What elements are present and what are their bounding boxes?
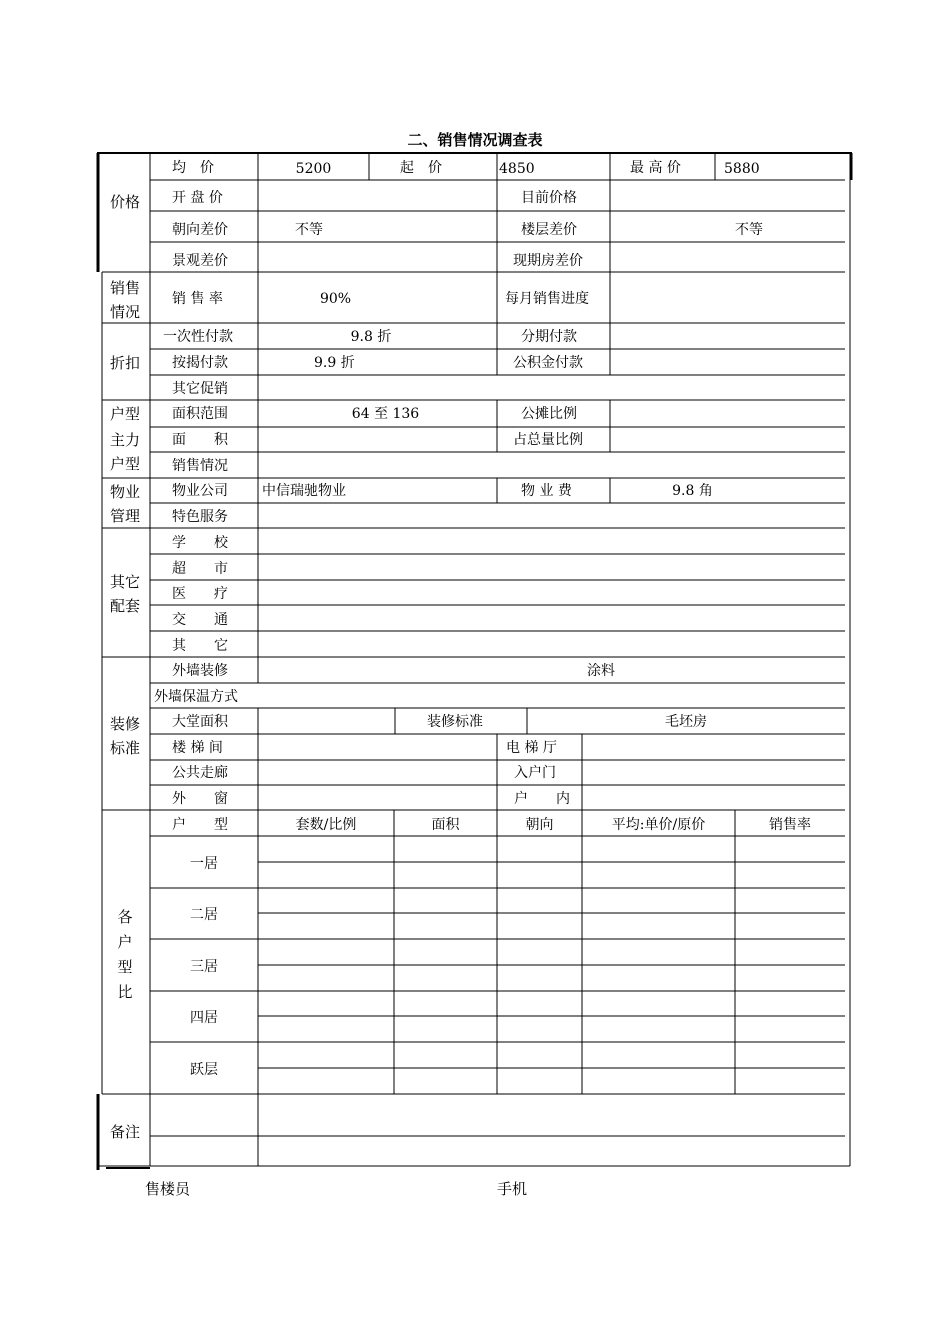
mortgage-label: 按揭付款: [172, 355, 228, 371]
avg-price-label: 均 价: [172, 160, 214, 176]
exterior-wall-value: 涂料: [587, 663, 615, 679]
corridor-label: 公共走廊: [172, 765, 228, 781]
section-discount: 折扣: [109, 354, 140, 372]
insulation-label: 外墙保温方式: [154, 689, 238, 705]
window-label: 外 窗: [172, 791, 228, 807]
orientation-diff-label: 朝向差价: [172, 222, 228, 238]
section-sales: 销售情况: [109, 279, 140, 321]
section-decoration: 装修标准: [109, 715, 140, 757]
monthly-progress-label: 每月销售进度: [505, 291, 589, 307]
section-property: 物业管理: [109, 483, 140, 525]
entry-door-label: 入户门: [514, 765, 556, 781]
page-title: 二、销售情况调查表: [407, 131, 543, 149]
other-promo-label: 其它促销: [172, 381, 228, 397]
section-price: 价格: [109, 193, 140, 211]
ratio-header-unit: 户 型: [172, 817, 228, 833]
total-ratio-label: 占总量比例: [513, 432, 583, 448]
lump-sum-label: 一次性付款: [163, 329, 233, 345]
view-diff-label: 景观差价: [172, 253, 228, 269]
orientation-diff-value: 不等: [295, 222, 323, 238]
elevator-hall-label: 电 梯 厅: [506, 740, 557, 756]
main-area-label: 面 积: [172, 432, 228, 448]
section-unit-type: 户型: [109, 405, 140, 423]
facility-other-label: 其 它: [172, 638, 228, 654]
avg-price-value: 5200: [295, 161, 332, 177]
spot-diff-label: 现期房差价: [513, 253, 583, 269]
facility-supermarket-label: 超 市: [172, 561, 228, 577]
ratio-row-duplex: 跃层: [190, 1062, 218, 1078]
special-service-label: 特色服务: [172, 509, 228, 525]
floor-diff-label: 楼层差价: [521, 222, 577, 238]
max-price-value: 5880: [724, 161, 760, 177]
installment-label: 分期付款: [521, 329, 577, 345]
start-price-value: 4850: [499, 161, 535, 177]
floor-diff-value: 不等: [735, 222, 763, 238]
main-sales-label: 销售情况: [172, 458, 228, 474]
ratio-row-4br: 四居: [190, 1010, 218, 1026]
property-fee-label: 物 业 费: [521, 483, 572, 499]
stairwell-label: 楼 梯 间: [172, 740, 223, 756]
property-company-label: 物业公司: [172, 483, 228, 499]
facility-medical-label: 医 疗: [172, 586, 228, 602]
ratio-row-2br: 二居: [190, 907, 218, 923]
sales-rate-label: 销 售 率: [172, 291, 223, 307]
seller-label: 售楼员: [145, 1180, 191, 1198]
property-company-value: 中信瑞驰物业: [262, 483, 346, 499]
share-ratio-label: 公摊比例: [521, 406, 577, 422]
lobby-area-label: 大堂面积: [172, 714, 228, 730]
facility-transport-label: 交 通: [172, 612, 228, 628]
phone-label: 手机: [497, 1180, 528, 1198]
section-main-unit: 主力户型: [109, 431, 140, 473]
sales-rate-value: 90%: [319, 291, 352, 307]
area-range-value: 64 至 136: [351, 406, 420, 422]
area-range-label: 面积范围: [172, 406, 228, 422]
ratio-header-orientation: 朝向: [525, 817, 554, 833]
start-price-label: 起 价: [400, 160, 442, 176]
ratio-header-sales-rate: 销售率: [769, 817, 811, 833]
indoor-label: 户 内: [514, 791, 570, 807]
ratio-header-avg-price: 平均:单价/原价: [611, 817, 706, 833]
ratio-header-area: 面积: [431, 817, 460, 833]
ratio-row-1br: 一居: [190, 856, 218, 872]
exterior-wall-label: 外墙装修: [172, 663, 228, 679]
section-remarks: 备注: [110, 1123, 141, 1141]
ratio-header-count: 套数/比例: [295, 817, 357, 833]
max-price-label: 最 高 价: [630, 160, 681, 176]
mortgage-value: 9.9 折: [314, 355, 355, 371]
lump-sum-value: 9.8 折: [350, 329, 392, 345]
section-facilities: 其它配套: [109, 573, 140, 615]
ratio-row-3br: 三居: [190, 959, 218, 975]
housing-fund-label: 公积金付款: [513, 355, 583, 371]
decoration-standard-label: 装修标准: [427, 714, 483, 730]
decoration-standard-value: 毛坯房: [665, 714, 707, 730]
current-price-label: 目前价格: [521, 190, 577, 206]
opening-price-label: 开 盘 价: [172, 190, 223, 206]
section-unit-ratio: 各户型比: [117, 908, 133, 1001]
property-fee-value: 9.8 角: [672, 483, 713, 499]
facility-school-label: 学 校: [172, 535, 228, 551]
